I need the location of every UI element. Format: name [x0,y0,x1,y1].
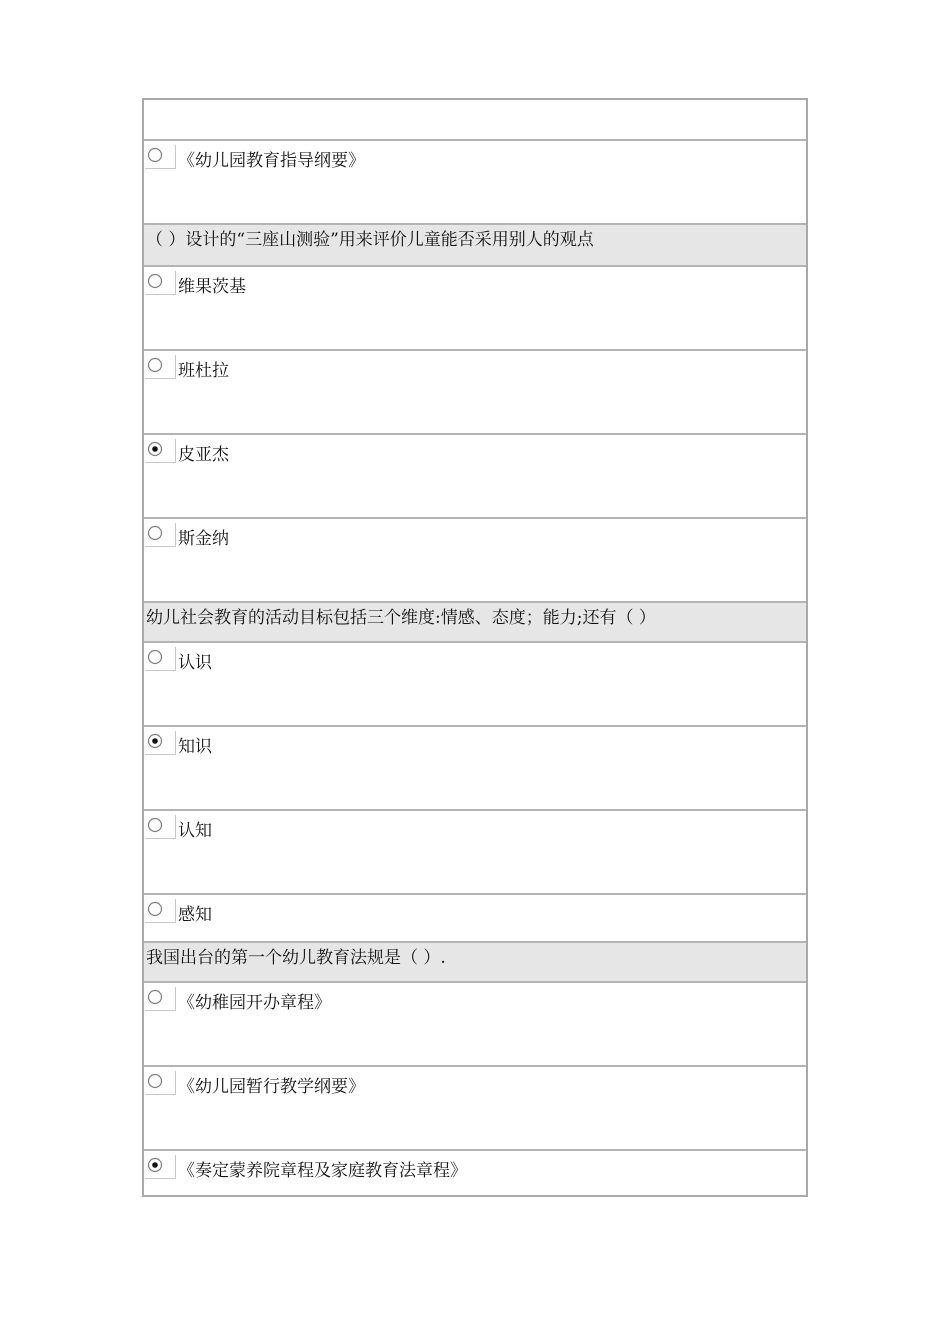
option-label: 《幼稚园开办章程》 [178,993,331,1013]
radio-icon [147,273,163,289]
option-label: 感知 [178,905,212,925]
option-label: 《幼儿园教育指导纲要》 [178,151,365,171]
option-label: 知识 [178,737,212,757]
option-label: 皮亚杰 [178,445,229,465]
radio-icon [147,649,163,665]
quiz-table [142,98,808,1197]
radio-icon [147,989,163,1005]
radio-selected-icon [147,733,163,749]
radio-button[interactable] [145,899,176,923]
question-row-3 [144,601,806,641]
question-prompt: （ ）设计的“三座山测验”用来评价儿童能否采用别人的观点 [146,230,594,250]
option-row[interactable] [144,641,806,725]
radio-button[interactable] [145,1071,176,1095]
option-label: 《幼儿园暂行教学纲要》 [178,1077,365,1097]
option-label: 斯金纳 [178,529,229,549]
radio-icon [147,817,163,833]
question-row-4 [144,941,806,981]
radio-selected-icon [147,441,163,457]
option-row[interactable] [144,981,806,1065]
radio-selected-icon [147,1157,163,1173]
option-label: 维果茨基 [178,277,246,297]
option-label: 班杜拉 [178,361,229,381]
radio-icon [147,525,163,541]
radio-icon [147,901,163,917]
question-row-1 [144,100,806,139]
radio-button[interactable] [145,987,176,1011]
option-row[interactable] [144,1149,806,1195]
question-prompt: 幼儿社会教育的活动目标包括三个维度:情感、态度；能力;还有（ ） [146,608,656,628]
radio-button[interactable] [145,815,176,839]
option-row[interactable] [144,1065,806,1149]
option-row[interactable] [144,517,806,601]
option-row[interactable] [144,809,806,893]
radio-button-selected[interactable] [145,1155,176,1179]
radio-button-selected[interactable] [145,439,176,463]
radio-icon [147,1073,163,1089]
radio-button[interactable] [145,271,176,295]
radio-icon [147,357,163,373]
radio-icon [147,147,163,163]
question-row-2 [144,223,806,265]
option-row[interactable] [144,139,806,223]
option-row[interactable] [144,893,806,941]
question-prompt: 我国出台的第一个幼儿教育法规是（ ）. [146,948,446,968]
option-label: 认知 [178,821,212,841]
option-row[interactable] [144,725,806,809]
radio-button[interactable] [145,355,176,379]
option-row[interactable] [144,349,806,433]
radio-button[interactable] [145,145,176,169]
radio-button[interactable] [145,647,176,671]
option-label: 《奏定蒙养院章程及家庭教育法章程》 [178,1161,467,1181]
option-label: 认识 [178,653,212,673]
option-row[interactable] [144,265,806,349]
option-row[interactable] [144,433,806,517]
radio-button-selected[interactable] [145,731,176,755]
radio-button[interactable] [145,523,176,547]
